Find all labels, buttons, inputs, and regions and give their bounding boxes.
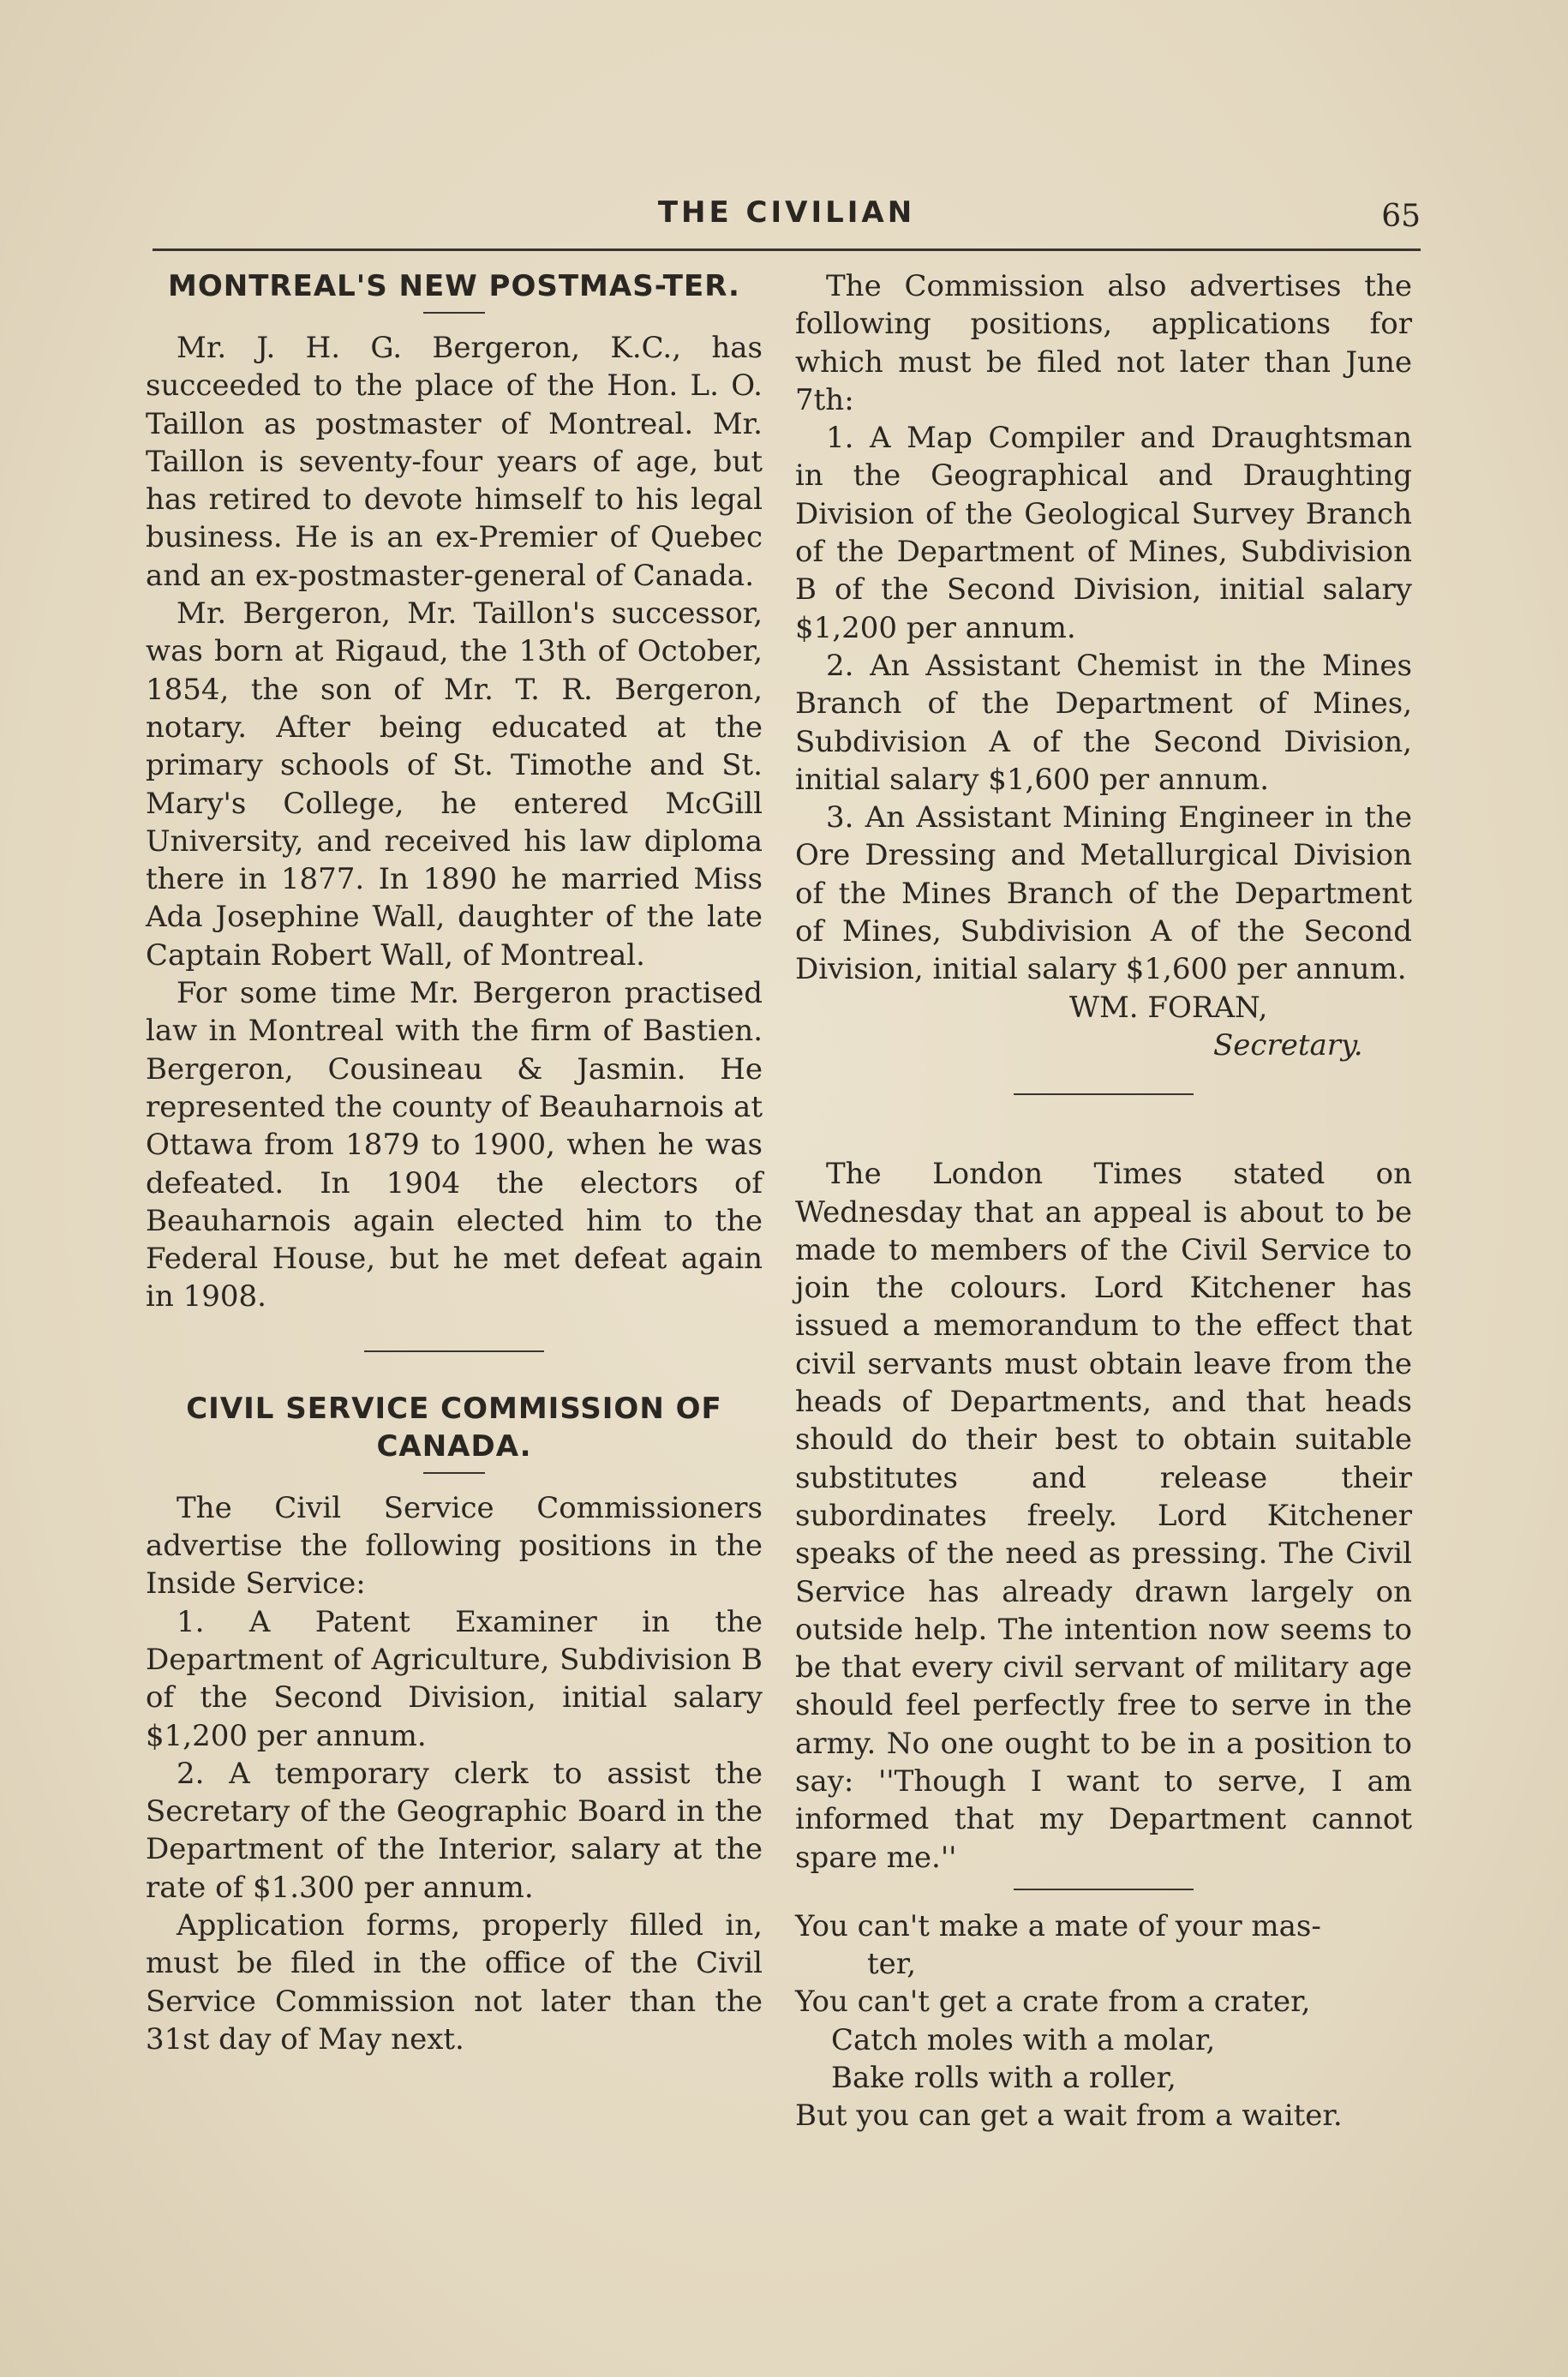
poem-line: But you can get a wait from a waiter. — [795, 2099, 1343, 2134]
signature-name: WM. FORAN, — [1069, 990, 1268, 1025]
paragraph: The Commission also advertises the following positions, applications for which must be filed not later than June 7th: — [795, 269, 1412, 417]
page-number: 65 — [1381, 199, 1421, 234]
paragraph: Mr. J. H. G. Bergeron, K.C., has succeeded to the place of the Hon. L. O. Taillon as postmaster of Montreal. Mr. Taillon is seventy-four years of age, but has retired to devote himself to his legal business. He is an ex-Premier of Quebec and an ex-postmaster-general of Canada. — [146, 331, 763, 593]
paragraph: 2. An Assistant Chemist in the Mines Branch of the Department of Mines, Subdivision A of the Second Division, initial salary $1,600 per annum. — [795, 648, 1412, 797]
left-column — [146, 267, 763, 2058]
poem-line: Catch moles with a molar, — [831, 2022, 1216, 2057]
poem-line: You can't get a crate from a crater, — [795, 1985, 1311, 2020]
heading-rule — [423, 312, 485, 314]
paragraph: 1. A Patent Examiner in the Department of Agriculture, Subdivision B of the Second Division, initial salary $1,200 per annum. — [146, 1604, 763, 1753]
article-separator — [1014, 1889, 1194, 1890]
header-rule — [153, 248, 1421, 251]
paragraph: Mr. Bergeron, Mr. Taillon's successor, was born at Rigaud, the 13th of October, 1854, the son of Mr. T. R. Bergeron, notary. After being educated at the primary schools of St. Timothe and St. Mary's College, he entered McGill University, and received his law diploma there in 1877. In 1890 he married Miss Ada Josephine Wall, daughter of the late Captain Robert Wall, of Montreal. — [146, 596, 763, 973]
article-heading-postmaster: MONTREAL'S NEW POSTMAS-TER. — [168, 269, 740, 303]
page-header — [153, 195, 1421, 238]
signature-role: Secretary. — [1213, 1027, 1363, 1063]
signature-block — [795, 989, 1412, 1065]
paragraph: 3. An Assistant Mining Engineer in the Ore Dressing and Metallurgical Division of the Mines Branch of the Department of Mines, Subdivision A of the Second Division, initial salary $1,600 per annum. — [795, 800, 1412, 987]
poem-line: Bake rolls with a roller, — [831, 2061, 1176, 2096]
paragraph: For some time Mr. Bergeron practised law in Montreal with the firm of Bastien. Bergeron, Cousineau & Jasmin. He represented the county of Beauharnois at Ottawa from 1879 to 1900, when he was defeated. In 1904 the electors of Beauharnois again elected him to the Federal House, but he met defeat again in 1908. — [146, 976, 763, 1314]
article-heading-commission: CIVIL SERVICE COMMISSION OF CANADA. — [186, 1391, 722, 1464]
right-column — [795, 267, 1412, 2135]
paragraph: 2. A temporary clerk to assist the Secretary of the Geographic Board in the Department of the Interior, salary at the rate of $1.300 per annum. — [146, 1756, 763, 1905]
heading-rule — [423, 1472, 485, 1474]
paragraph: Application forms, properly filled in, must be filed in the office of the Civil Service Commission not later than the 31st day of May next. — [146, 1907, 763, 2057]
poem-line: ter, — [867, 1947, 917, 1982]
article-separator — [1014, 1093, 1194, 1095]
paragraph: 1. A Map Compiler and Draughtsman in the Geographical and Draughting Division of the Geological Survey Branch of the Department of Mines, Subdivision B of the Second Division, initial salary $1,200 per annum. — [795, 421, 1412, 645]
times-paragraph: The London Times stated on Wednesday that an appeal is about to be made to members of the Civil Service to join the colours. Lord Kitchener has issued a memorandum to the effect that civil servants must obtain leave from the heads of Departments, and that heads should do their best to obtain suitable substitutes and release their subordinates freely. Lord Kitchener speaks of the need as pressing. The Civil Service has already drawn largely on outside help. The intention now seems to be that every civil servant of military age should feel perfectly free to serve in the army. No one ought to be in a position to say: ''Though I want to serve, I am informed that my Department cannot spare me.'' — [795, 1157, 1412, 1875]
poem-line: You can't make a mate of your mas- — [795, 1908, 1321, 1943]
poem — [795, 1907, 1412, 2135]
publication-title: THE CIVILIAN — [657, 195, 916, 230]
paragraph: The Civil Service Commissioners advertise the following positions in the Inside Service: — [146, 1490, 763, 1602]
article-separator — [364, 1350, 544, 1352]
